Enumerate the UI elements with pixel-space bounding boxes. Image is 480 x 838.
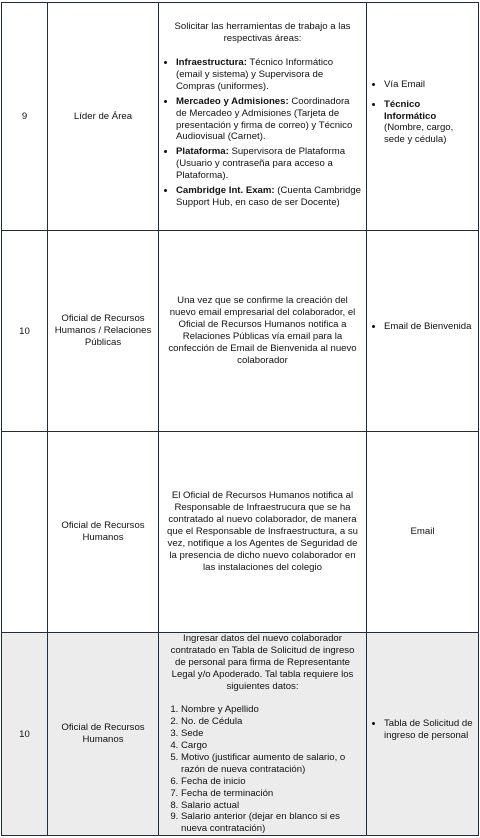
output-cell <box>367 633 479 836</box>
activity-intro: Solicitar las herramientas de trabajo a las respectivas áreas: <box>174 21 351 45</box>
table-row <box>2 432 479 633</box>
output-cell <box>367 231 479 432</box>
table-row <box>2 633 479 836</box>
output-list <box>372 321 473 333</box>
list-item: • Vía Email <box>384 79 473 91</box>
output-cell: Email <box>367 432 479 633</box>
item-label: Plataforma: <box>176 146 229 158</box>
table-row <box>2 231 479 432</box>
list-item: • Tabla de Solicitud de ingreso de personal <box>384 718 473 742</box>
list-item: 5. Motivo (justificar aumento de salario, o razón de nueva contratación) <box>181 752 361 776</box>
step-number <box>2 432 48 633</box>
list-item: 7. Fecha de terminación <box>181 788 361 800</box>
responsible-role: Líder de Área <box>48 3 159 231</box>
item-label: Mercadeo y Admisiones: <box>176 95 289 107</box>
output-list <box>372 79 473 146</box>
table-row <box>2 3 479 231</box>
step-number: 10 <box>2 633 48 836</box>
list-item: 1. Nombre y Apellido <box>181 704 361 716</box>
responsible-role: Oficial de Recursos Humanos <box>48 432 159 633</box>
activity-cell <box>159 3 367 231</box>
list-item <box>176 185 361 209</box>
responsible-role: Oficial de Recursos Humanos <box>48 633 159 836</box>
tools-list <box>164 57 361 209</box>
list-item <box>176 146 361 182</box>
item-text: Coordinadora de Mercadeo y Admisiones (Tarjeta de presentación y firma de correo) y Técnico Audiovisual (Carnet). <box>176 95 353 143</box>
list-item <box>384 99 473 147</box>
output-list <box>372 718 473 742</box>
responsible-role: Oficial de Recursos Humanos / Relaciones Públicas <box>48 231 159 432</box>
item-label: Cambridge Int. Exam: <box>176 184 275 196</box>
activity-cell: Una vez que se confirme la creación del nuevo email empresarial del colaborador, el Oficial de Recursos Humanos notifica a Relaciones Públicas vía email para la confección de Email de Bienvenida al nuevo colaborador <box>159 231 367 432</box>
list-item: 8. Salario actual <box>181 800 361 812</box>
list-item: 4. Cargo <box>181 740 361 752</box>
list-item: • Email de Bienvenida <box>384 321 473 333</box>
step-number: 9 <box>2 3 48 231</box>
item-label: Infraestructura: <box>176 57 247 69</box>
activity-cell: El Oficial de Recursos Humanos notifica al Responsable de Infraestrucura que se ha contratado al nuevo colaborador, de manera que el Responsable de Insfraestructura, a su vez, notifique a los Agentes de Seguridad de la presencia de dicho nuevo colaborador en las instalaciones del colegio <box>159 432 367 633</box>
activity-cell <box>159 633 367 836</box>
item-text: Técnico Informático (email y sistema) y Supervisora de Compras (uniformes). <box>176 57 334 92</box>
item-text: (Cuenta Cambridge Support Hub, en caso de ser Docente) <box>176 184 362 208</box>
activity-intro: Ingresar datos del nuevo colaborador contratado en Tabla de Solicitud de ingreso de personal para firma de Representante Legal y/o Apoderado. Tal tabla requiere los siguientes datos: <box>170 633 355 692</box>
item-text: (Nombre, cargo, sede y cédula) <box>384 122 454 146</box>
list-item: 2. No. de Cédula <box>181 716 361 728</box>
process-table <box>1 2 479 836</box>
step-number: 10 <box>2 231 48 432</box>
list-item: 9. Salario anterior (dejar en blanco si es nueva contratación) <box>181 811 361 835</box>
list-item: 3. Sede <box>181 728 361 740</box>
item-text: Supervisora de Plataforma (Usuario y contraseña para acceso a Plataforma). <box>176 146 346 182</box>
required-data-list <box>164 704 361 835</box>
list-item: 6. Fecha de inicio <box>181 776 361 788</box>
item-label: Técnico Informático <box>384 98 437 122</box>
list-item <box>176 96 361 144</box>
list-item <box>176 57 361 93</box>
output-cell <box>367 3 479 231</box>
